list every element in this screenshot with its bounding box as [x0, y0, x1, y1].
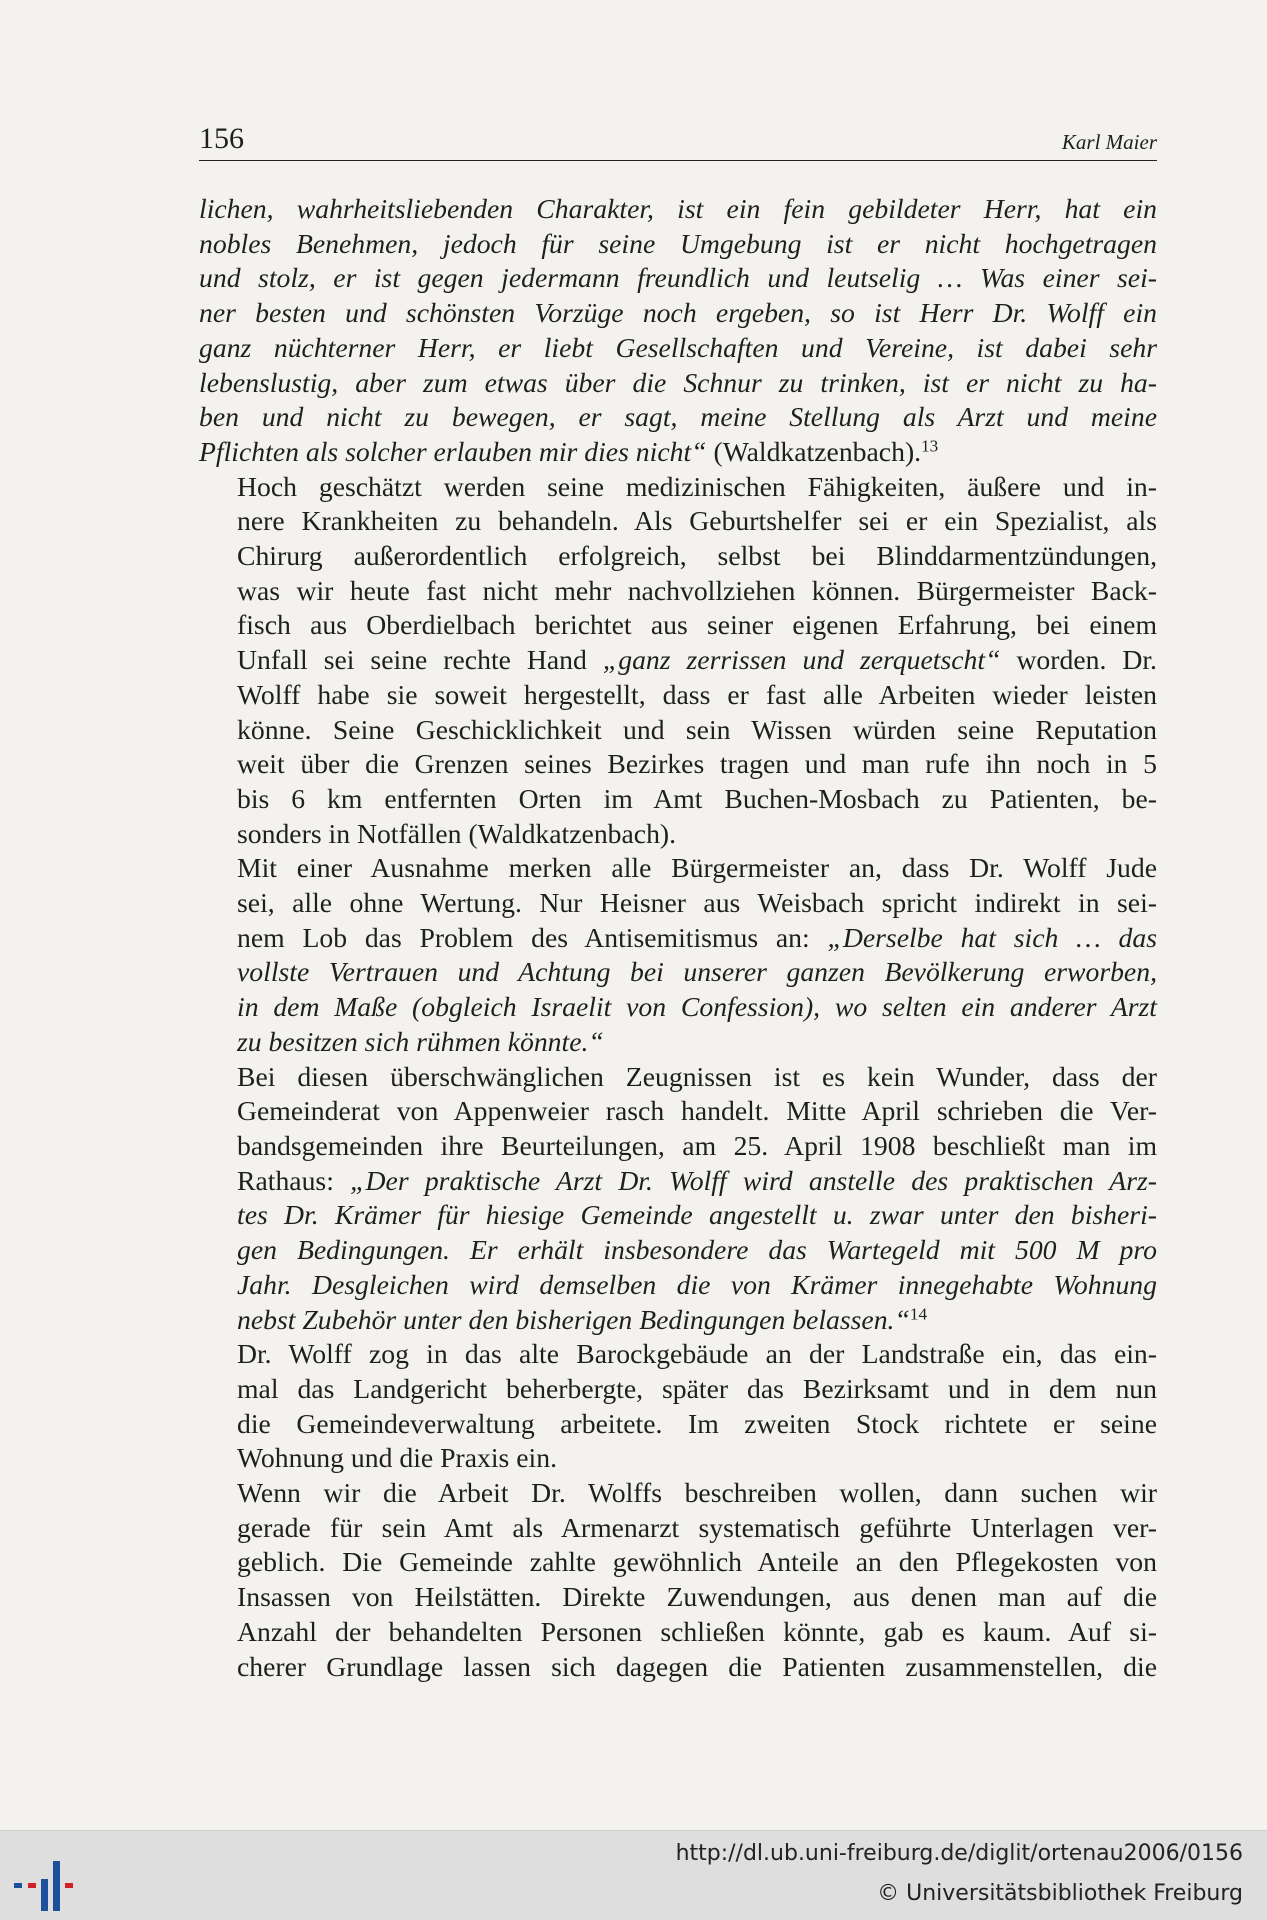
text-segment: sonders in Notfällen (Waldkatzenbach). — [237, 817, 677, 849]
text-line — [199, 192, 1157, 227]
text-segment: in dem Maße (obgleich Israelit von Confession), wo selten ein anderer Arzt — [237, 991, 1157, 1023]
text-line — [199, 782, 1157, 817]
text-line — [199, 366, 1157, 401]
page-number: 156 — [199, 122, 244, 155]
text-segment: könne. Seine Geschicklichkeit und sein Wissen würden seine Reputation — [237, 713, 1157, 745]
text-segment: Wenn wir die Arbeit Dr. Wolffs beschreiben wollen, dann suchen wir — [237, 1477, 1157, 1509]
footnote-ref: 13 — [921, 436, 939, 456]
text-line — [199, 1303, 1157, 1338]
paragraph — [199, 470, 1157, 852]
text-segment: tes Dr. Krämer für hiesige Gemeinde angestellt u. zwar unter den bisheri- — [237, 1199, 1157, 1231]
text-segment: bandsgemeinden ihre Beurteilungen, am 25. April 1908 beschließt man im — [237, 1129, 1157, 1161]
text-line — [199, 296, 1157, 331]
text-segment: lichen, wahrheitsliebenden Charakter, ist ein fein gebildeter Herr, hat ein — [199, 193, 1157, 224]
text-segment: nebst Zubehör unter den bisherigen Bedingungen belassen.“ — [237, 1303, 910, 1335]
text-line — [199, 990, 1157, 1025]
text-segment: die Gemeindeverwaltung arbeitete. Im zweiten Stock richtete er seine — [237, 1407, 1157, 1439]
text-line — [199, 747, 1157, 782]
text-line — [199, 1094, 1157, 1129]
text-segment: Chirurg außerordentlich erfolgreich, selbst bei Blinddarmentzündungen, — [237, 540, 1157, 572]
text-line — [199, 1060, 1157, 1095]
text-line — [199, 1268, 1157, 1303]
text-segment: mal das Landgericht beherbergte, später das Bezirksamt und in dem nun — [237, 1372, 1157, 1404]
text-line — [199, 470, 1157, 505]
text-segment: Pflichten als solcher erlauben mir dies nicht“ — [199, 435, 707, 467]
text-segment: vollste Vertrauen und Achtung bei unserer ganzen Bevölkerung erworben, — [237, 956, 1157, 988]
text-segment: Bei diesen überschwänglichen Zeugnissen ist es kein Wunder, dass der — [237, 1060, 1157, 1092]
text-line — [199, 400, 1157, 435]
text-line — [199, 1164, 1157, 1199]
text-segment: Dr. Wolff zog in das alte Barockgebäude an der Landstraße ein, das ein- — [237, 1338, 1157, 1370]
text-line — [199, 261, 1157, 296]
text-line — [199, 886, 1157, 921]
text-line — [199, 1615, 1157, 1650]
paragraph — [199, 1476, 1157, 1684]
text-line — [199, 643, 1157, 678]
text-segment: Gemeinderat von Appenweier rasch handelt. Mitte April schrieben die Ver- — [237, 1095, 1157, 1127]
footer-copyright: © Universitätsbibliothek Freiburg — [877, 1881, 1243, 1906]
text-segment: (Waldkatzenbach). — [706, 435, 922, 467]
text-line — [199, 331, 1157, 366]
text-line — [199, 1545, 1157, 1580]
body-text — [199, 192, 1157, 1684]
text-line — [199, 1025, 1157, 1060]
text-line — [199, 1337, 1157, 1372]
text-line — [199, 955, 1157, 990]
text-segment: Unfall sei seine rechte Hand — [237, 644, 603, 676]
text-segment: Anzahl der behandelten Personen schließen könnte, gab es kaum. Auf si- — [237, 1615, 1157, 1647]
text-segment: nobles Benehmen, jedoch für seine Umgebung ist er nicht hochgetragen — [199, 227, 1157, 259]
text-segment: ganz nüchterner Herr, er liebt Gesellschaften und Vereine, ist dabei sehr — [199, 331, 1157, 363]
footnote-ref: 14 — [909, 1304, 928, 1324]
ub-freiburg-logo-icon — [12, 1861, 82, 1911]
text-line — [199, 817, 1157, 852]
text-line — [199, 435, 1157, 470]
text-segment: gerade für sein Amt als Armenarzt systematisch geführte Unterlagen ver- — [237, 1511, 1157, 1543]
text-line — [199, 227, 1157, 262]
text-line — [199, 1198, 1157, 1233]
text-segment: fisch aus Oberdielbach berichtet aus seiner eigenen Erfahrung, bei einem — [237, 609, 1157, 641]
paragraph — [199, 192, 1157, 470]
text-segment: lebenslustig, aber zum etwas über die Schnur zu trinken, ist er nicht zu ha- — [199, 366, 1157, 398]
text-segment: weit über die Grenzen seines Bezirkes tragen und man rufe ihn noch in 5 — [237, 748, 1157, 780]
text-segment: worden. Dr. — [1000, 644, 1157, 676]
running-head: Karl Maier — [1061, 130, 1157, 154]
text-segment: ben und nicht zu bewegen, er sagt, meine Stellung als Arzt und meine — [199, 401, 1157, 433]
text-line — [199, 608, 1157, 643]
text-line — [199, 1233, 1157, 1268]
text-segment: was wir heute fast nicht mehr nachvollziehen können. Bürgermeister Back- — [237, 574, 1157, 606]
text-line — [199, 713, 1157, 748]
text-segment: cherer Grundlage lassen sich dagegen die Patienten zusammenstellen, die — [237, 1650, 1157, 1682]
text-segment: Rathaus: — [237, 1164, 351, 1196]
text-line — [199, 539, 1157, 574]
text-segment: bis 6 km entfernten Orten im Amt Buchen-Mosbach zu Patienten, be- — [237, 782, 1157, 814]
text-line — [199, 1441, 1157, 1476]
text-line — [199, 574, 1157, 609]
text-line — [199, 851, 1157, 886]
text-line — [199, 678, 1157, 713]
text-segment: Mit einer Ausnahme merken alle Bürgermeister an, dass Dr. Wolff Jude — [237, 852, 1157, 884]
text-segment: Wohnung und die Praxis ein. — [237, 1442, 557, 1474]
text-segment: „ganz zerrissen und zerquetscht“ — [602, 644, 1001, 676]
paragraph — [199, 1060, 1157, 1338]
text-line — [199, 1511, 1157, 1546]
text-segment: zu besitzen sich rühmen könnte.“ — [237, 1025, 604, 1057]
text-segment: Hoch geschätzt werden seine medizinischen Fähigkeiten, äußere und in- — [237, 470, 1157, 502]
text-line — [199, 1129, 1157, 1164]
text-segment: gen Bedingungen. Er erhält insbesondere das Wartegeld mit 500 M pro — [237, 1234, 1157, 1266]
text-line — [199, 1372, 1157, 1407]
text-segment: geblich. Die Gemeinde zahlte gewöhnlich Anteile an den Pflegekosten von — [237, 1546, 1157, 1578]
text-segment: und stolz, er ist gegen jedermann freundlich und leutselig … Was einer sei- — [199, 262, 1157, 294]
text-line — [199, 921, 1157, 956]
text-segment: nere Krankheiten zu behandeln. Als Geburtshelfer sei er ein Spezialist, als — [237, 505, 1157, 537]
text-segment: Jahr. Desgleichen wird demselben die von Krämer innegehabte Wohnung — [237, 1268, 1157, 1300]
text-line — [199, 1580, 1157, 1615]
text-line — [199, 504, 1157, 539]
page-header — [199, 122, 1157, 161]
paragraph — [199, 1337, 1157, 1476]
paragraph — [199, 851, 1157, 1059]
text-segment: „Der praktische Arzt Dr. Wolff wird anstelle des praktischen Arz- — [350, 1164, 1157, 1196]
text-segment: sei, alle ohne Wertung. Nur Heisner aus Weisbach spricht indirekt in sei- — [237, 887, 1157, 919]
footer-bar — [0, 1830, 1267, 1920]
text-segment: Insassen von Heilstätten. Direkte Zuwendungen, aus denen man auf die — [237, 1581, 1157, 1613]
text-line — [199, 1650, 1157, 1685]
text-segment: Wolff habe sie soweit hergestellt, dass er fast alle Arbeiten wieder leisten — [237, 678, 1157, 710]
text-segment: nem Lob das Problem des Antisemitismus an: — [237, 921, 828, 953]
text-line — [199, 1407, 1157, 1442]
text-line — [199, 1476, 1157, 1511]
footer-url-link[interactable]: http://dl.ub.uni-freiburg.de/diglit/ortenau2006/0156 — [675, 1841, 1243, 1866]
text-segment: ner besten und schönsten Vorzüge noch ergeben, so ist Herr Dr. Wolff ein — [199, 297, 1157, 329]
text-segment: „Derselbe hat sich … das — [827, 921, 1157, 953]
